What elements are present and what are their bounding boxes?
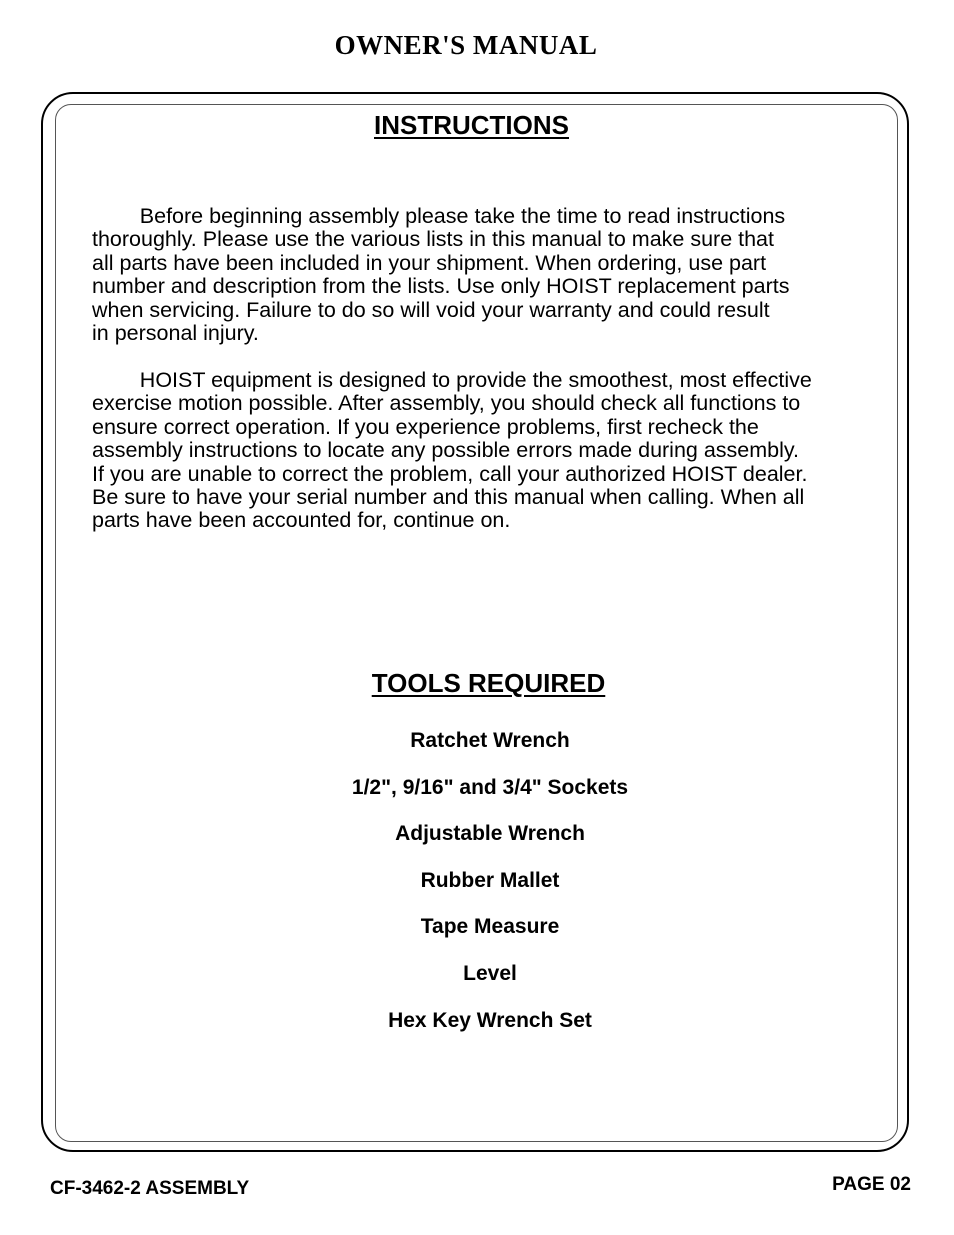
tool-item: 1/2", 9/16" and 3/4" Sockets [351,775,629,799]
document-id: CF-3462-2 ASSEMBLY [50,1178,250,1199]
tool-item: Ratchet Wrench [410,729,570,752]
paragraph-2-line: assembly instructions to locate any possible errors made during assembly. [92,438,800,463]
paragraph-2-line: exercise motion possible. After assembly, you should check all functions to [92,391,801,416]
paragraph-1-line: when servicing. Failure to do so will void your warranty and could result [92,297,770,322]
tool-item: Adjustable Wrench [395,822,585,846]
paragraph-2-line: parts have been accounted for, continue on. [92,508,511,533]
tool-item: Rubber Mallet [420,868,560,892]
paragraph-2-line: HOIST equipment is designed to provide the smoothest, most effective [92,368,812,392]
tool-item: Level [463,961,517,985]
paragraph-1-line: thoroughly. Please use the various lists in this manual to make sure that [92,227,774,252]
tool-item: Hex Key Wrench Set [388,1008,592,1032]
paragraph-1-line: number and description from the lists. Use only HOIST replacement parts [92,274,790,299]
paragraph-1-line: in personal injury. [92,321,259,346]
tools-list [300,728,680,1054]
paragraph-2-line: If you are unable to correct the problem, call your authorized HOIST dealer. [92,461,808,486]
instructions-heading: INSTRUCTIONS [374,110,569,140]
page-number: PAGE 02 [832,1174,911,1195]
paragraph-1-line: Before beginning assembly please take the time to read instructions [92,204,786,228]
instructions-paragraph-2 [92,369,872,533]
paragraph-1-line: all parts have been included in your shipment. When ordering, use part [92,250,767,275]
tools-heading: TOOLS REQUIRED [371,668,606,698]
paragraph-2-line: Be sure to have your serial number and this manual when calling. When all [92,485,805,510]
tool-item: Tape Measure [420,915,560,939]
instructions-paragraph-1 [92,205,872,345]
page-title: OWNER'S MANUAL [334,30,598,60]
paragraph-2-line: ensure correct operation. If you experience problems, first recheck the [92,414,759,439]
